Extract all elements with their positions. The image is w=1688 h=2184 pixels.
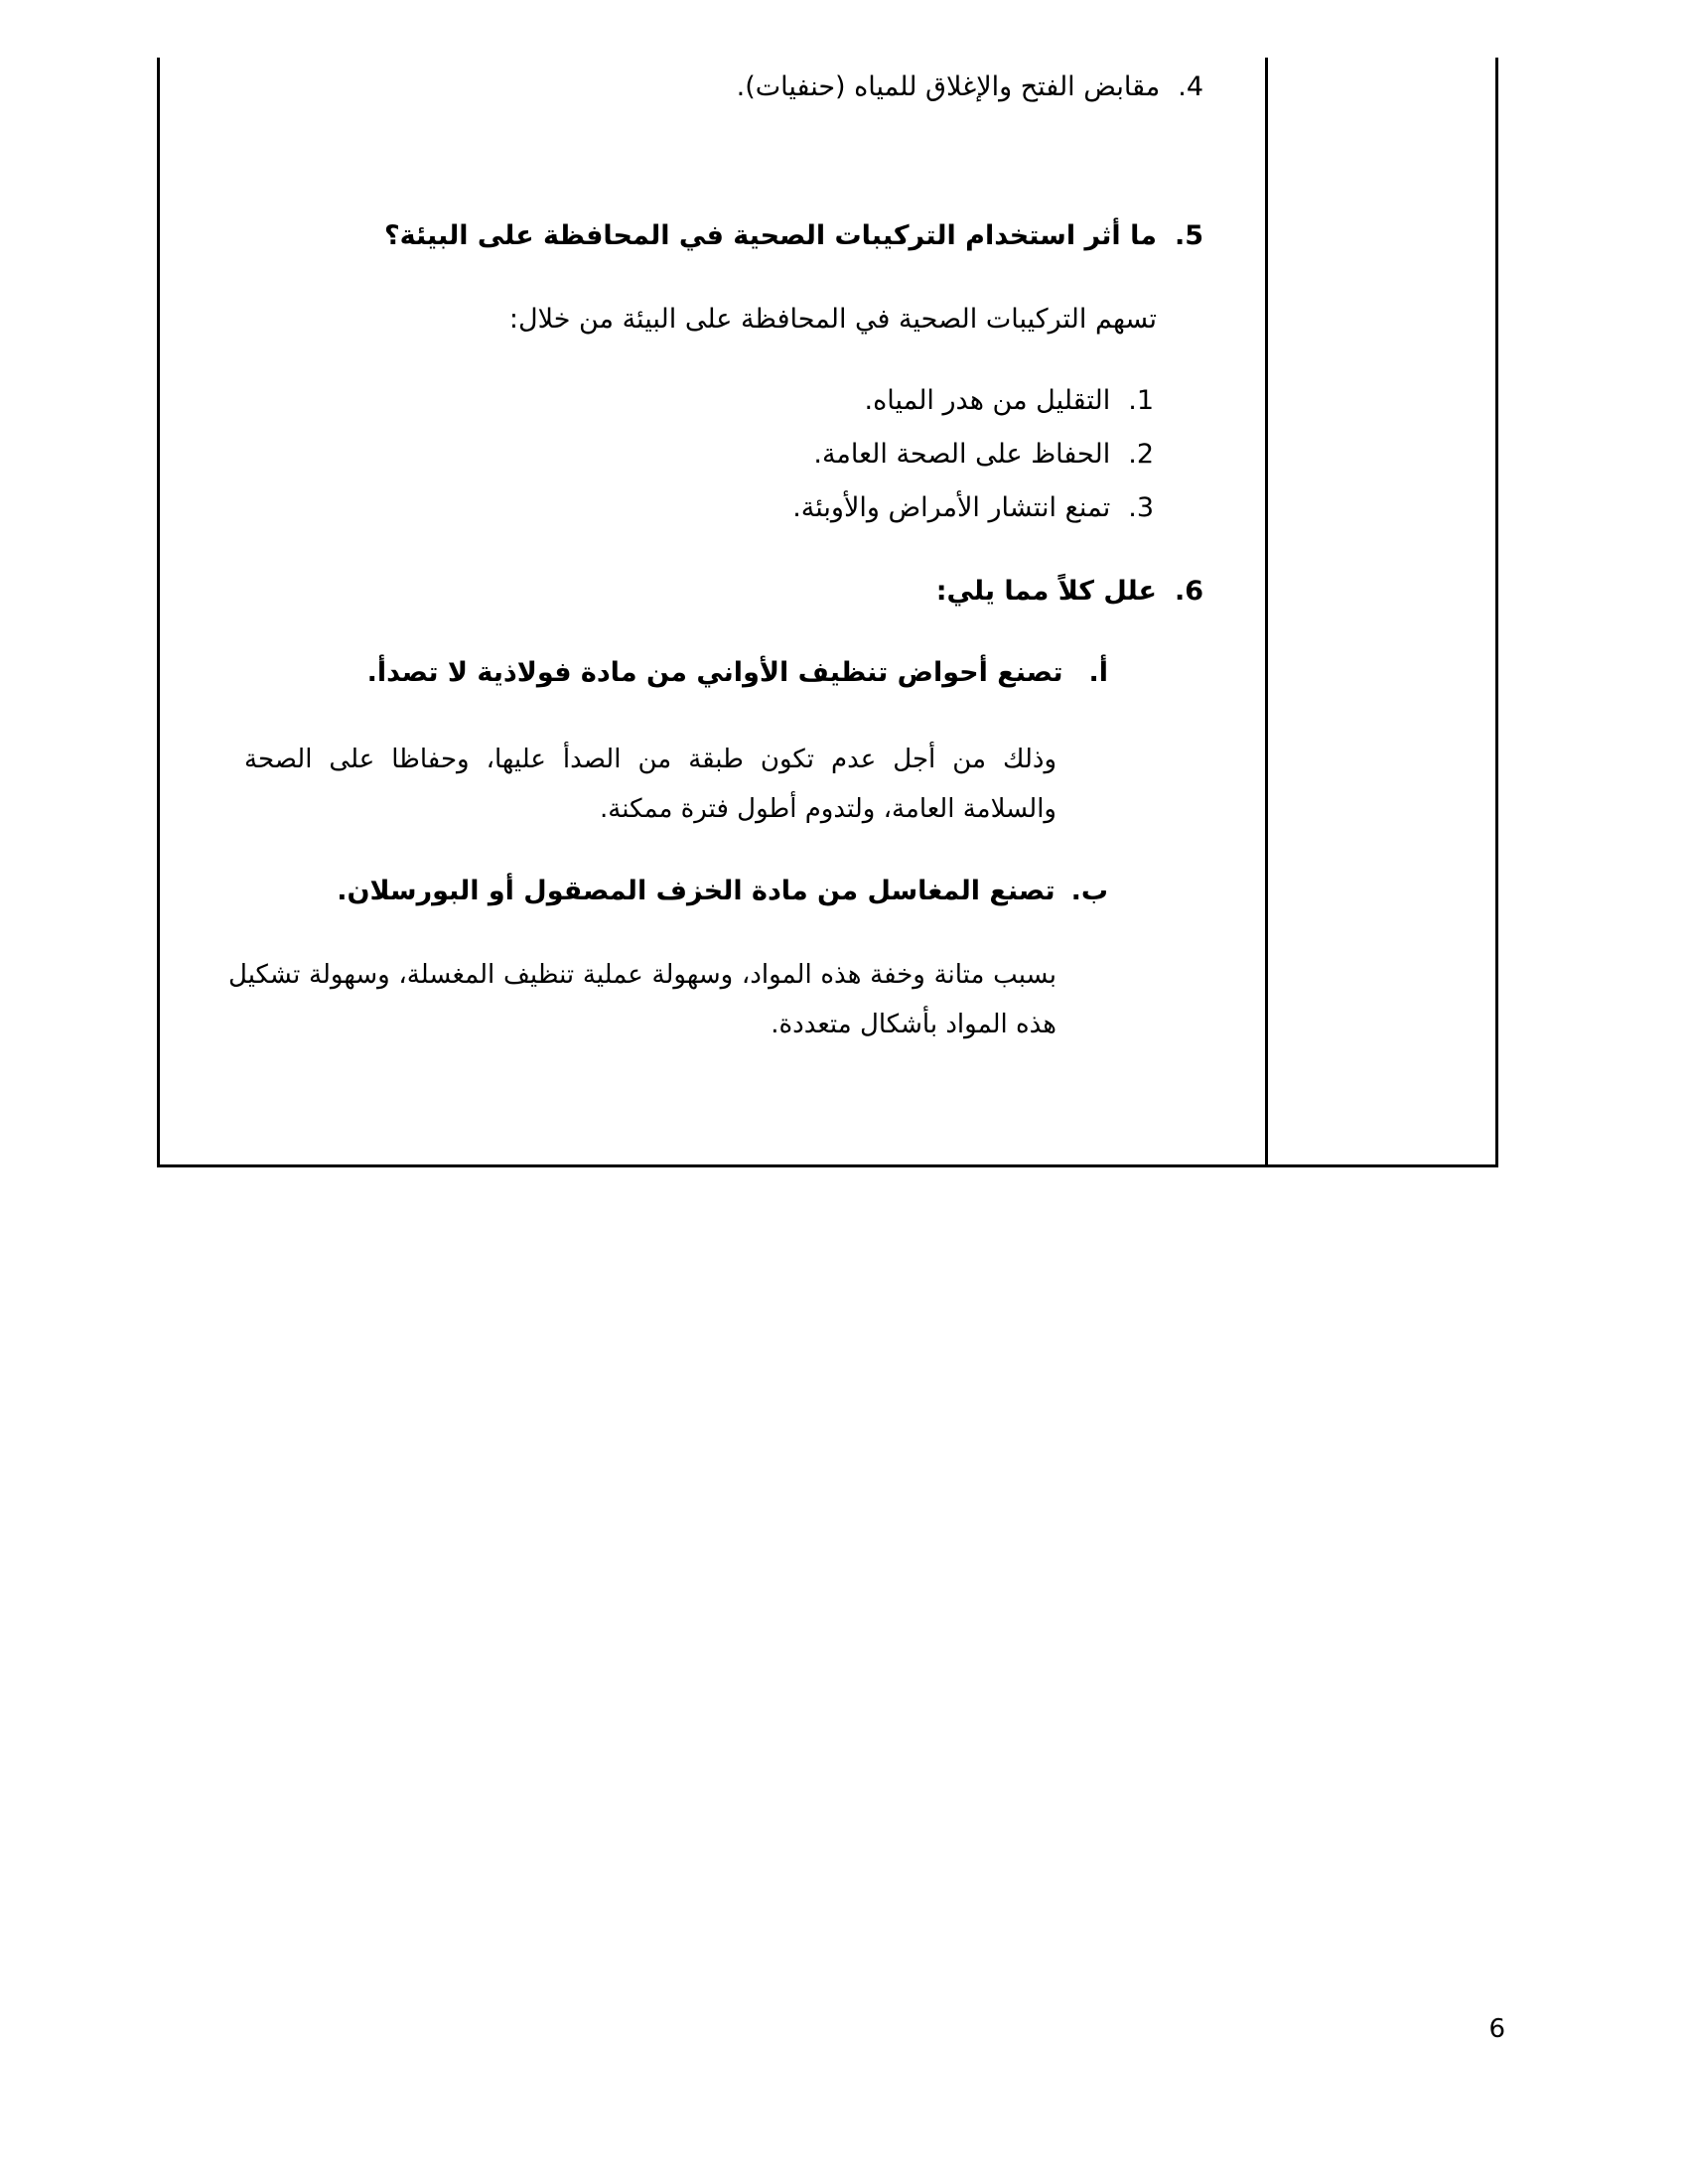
- page-number: 6: [1488, 2014, 1505, 2044]
- table-right-border: [1495, 58, 1498, 1167]
- question-6: [936, 574, 1203, 610]
- question-number: 5.: [1174, 220, 1203, 251]
- question-text: ما أثر استخدام التركيبات الصحية في المحافظة على البيئة؟: [383, 220, 1157, 251]
- sub-question-title: تصنع أحواض تنظيف الأواني من مادة فولاذية لا تصدأ.: [366, 657, 1063, 688]
- answer-point-text: التقليل من هدر المياه.: [864, 385, 1111, 416]
- list-item-number: 4.: [1178, 71, 1203, 102]
- answer-point-number: 2.: [1128, 439, 1154, 470]
- sub-question-a: [367, 655, 1108, 691]
- sub-question-b-answer: بسبب متانة وخفة هذه المواد، وسهولة عملية تنظيف المغسلة، وسهولة تشكيل هذه المواد بأشكال متعددة.: [228, 960, 1056, 1039]
- sub-question-b: [337, 874, 1108, 909]
- sub-question-label: ب.: [1070, 876, 1108, 906]
- answer-point-text: تمنع انتشار الأمراض والأوبئة.: [792, 492, 1111, 523]
- answer-point-number: 1.: [1128, 385, 1154, 416]
- answer-point-1: [864, 383, 1154, 419]
- sub-question-label: أ.: [1088, 657, 1108, 688]
- sub-question-title: تصنع المغاسل من مادة الخزف المصقول أو البورسلان.: [337, 876, 1055, 906]
- question-text: علل كلاً مما يلي:: [935, 576, 1157, 607]
- answer-point-3: [792, 490, 1154, 526]
- question-5: [384, 218, 1203, 254]
- answer-point-number: 3.: [1128, 492, 1154, 523]
- answer-point-2: [813, 437, 1154, 473]
- table-left-border: [157, 58, 160, 1167]
- table-bottom-border: [157, 1164, 1498, 1167]
- table-column-divider: [1265, 58, 1268, 1167]
- sub-question-a-answer: وذلك من أجل عدم تكون طبقة من الصدأ عليها، وحفاظا على الصحة والسلامة العامة، ولتدوم أطول فترة ممكنة.: [244, 745, 1056, 824]
- answer-point-text: الحفاظ على الصحة العامة.: [813, 439, 1111, 470]
- list-item-text: مقابض الفتح والإغلاق للمياه (حنفيات).: [736, 71, 1161, 102]
- list-item-4: [737, 69, 1203, 105]
- question-5-intro: تسهم التركيبات الصحية في المحافظة على البيئة من خلال:: [508, 304, 1157, 335]
- question-number: 6.: [1174, 576, 1203, 607]
